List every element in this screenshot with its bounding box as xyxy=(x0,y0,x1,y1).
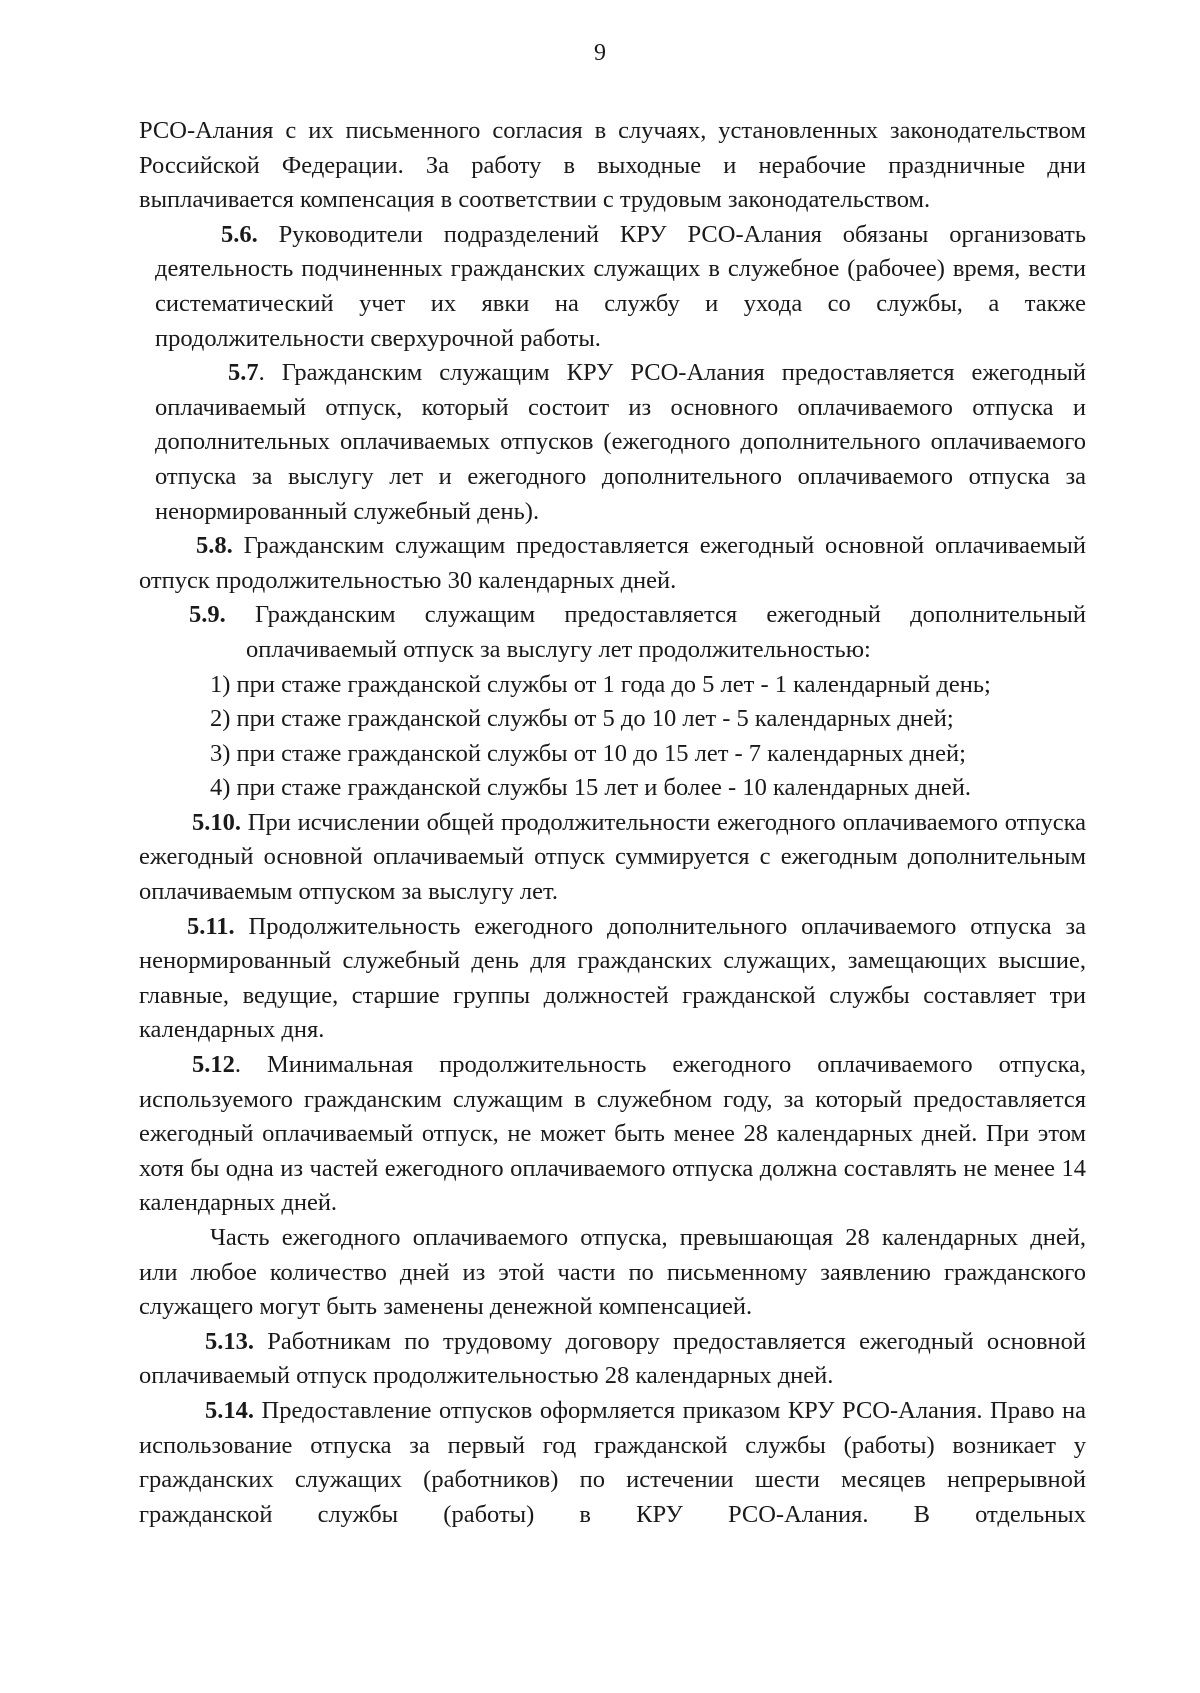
clause-text: . Гражданским служащим КРУ РСО-Алания предоставляется ежегодный оплачиваемый отпуск, который состоит из основного оплачиваемого отпуска и дополнительных оплачиваемых отпусков (ежегодного дополнительного оплачиваемого отпуска за выслугу лет и ежегодного дополнительного оплачиваемого отпуска за ненормированный служебный день). xyxy=(155,359,1086,525)
clause-text: Гражданским служащим предоставляется ежегодный основной оплачиваемый отпуск продолжительностью 30 календарных дней. xyxy=(139,532,1086,594)
paragraph-5-10 xyxy=(139,806,1086,910)
list-item: 2) при стаже гражданской службы от 5 до 10 лет - 5 календарных дней; xyxy=(210,705,954,733)
clause-number: 5.6. xyxy=(221,220,258,248)
clause-number: 5.11. xyxy=(187,912,235,940)
paragraph-5-9 xyxy=(139,598,1086,667)
list-item: 4) при стаже гражданской службы 15 лет и более - 10 календарных дней. xyxy=(210,774,971,802)
paragraph-5-11 xyxy=(139,910,1086,1048)
document-body xyxy=(139,114,1086,1532)
paragraph-5-14 xyxy=(139,1394,1086,1532)
paragraph-5-7 xyxy=(139,356,1086,529)
clause-number: 5.9. xyxy=(189,601,226,629)
paragraph-5-12 xyxy=(139,1048,1086,1221)
clause-text: . Минимальная продолжительность ежегодного оплачиваемого отпуска, используемого гражданским служащим в служебном году, за который предоставляется ежегодный оплачиваемый отпуск, не может быть менее 28 календарных дней. При этом хотя бы одна из частей ежегодного оплачиваемого отпуска должна составлять не менее 14 календарных дней. xyxy=(139,1051,1086,1217)
clause-number: 5.8. xyxy=(196,532,233,560)
clause-text: Руководители подразделений КРУ РСО-Алания обязаны организовать деятельность подчиненных гражданских служащих в служебное (рабочее) время, вести систематический учет их явки на службу и ухода со службы, а также продолжительности сверхурочной работы. xyxy=(155,220,1086,352)
paragraph-5-8 xyxy=(139,529,1086,598)
clause-text: Работникам по трудовому договору предоставляется ежегодный основной оплачиваемый отпуск продолжительностью 28 календарных дней. xyxy=(139,1327,1086,1390)
clause-text: Гражданским служащим предоставляется ежегодный дополнительный оплачиваемый отпуск за выслугу лет продолжительностью: xyxy=(225,601,1086,663)
clause-number: 5.7 xyxy=(228,359,259,387)
clause-text: Предоставление отпусков оформляется приказом КРУ РСО-Алания. Право на использование отпуска за первый год гражданской службы (работы) возникает у гражданских служащих (работников) по истечении шести месяцев непрерывной гражданской службы (работы) в КРУ РСО-Алания. В отдельных xyxy=(139,1396,1086,1528)
page-number: 9 xyxy=(594,40,606,66)
clause-number: 5.12 xyxy=(192,1051,235,1079)
clause-number: 5.10. xyxy=(192,808,241,836)
clause-text: Продолжительность ежегодного дополнительного оплачиваемого отпуска за ненормированный служебный день для гражданских служащих, замещающих высшие, главные, ведущие, старшие группы должностей гражданской службы составляет три календарных дня. xyxy=(139,912,1086,1044)
clause-number: 5.14. xyxy=(205,1396,254,1424)
list-item: 3) при стаже гражданской службы от 10 до 15 лет - 7 календарных дней; xyxy=(210,739,966,767)
paragraph-5-13 xyxy=(139,1325,1086,1394)
paragraph-intro: РСО-Алания с их письменного согласия в случаях, установленных законодательством Российской Федерации. За работу в выходные и нерабочие праздничные дни выплачивается компенсация в соответствии с трудовым законодательством. xyxy=(139,117,1086,214)
paragraph-5-6 xyxy=(139,218,1086,356)
paragraph-5-12-continuation: Часть ежегодного оплачиваемого отпуска, превышающая 28 календарных дней, или любое количество дней из этой части по письменному заявлению гражданского служащего могут быть заменены денежной компенсацией. xyxy=(139,1224,1086,1321)
clause-number: 5.13. xyxy=(205,1327,254,1355)
clause-text: При исчислении общей продолжительности ежегодного оплачиваемого отпуска ежегодный основной оплачиваемый отпуск суммируется с ежегодным дополнительным оплачиваемым отпуском за выслугу лет. xyxy=(139,808,1086,906)
list-item: 1) при стаже гражданской службы от 1 года до 5 лет - 1 календарный день; xyxy=(210,670,991,698)
